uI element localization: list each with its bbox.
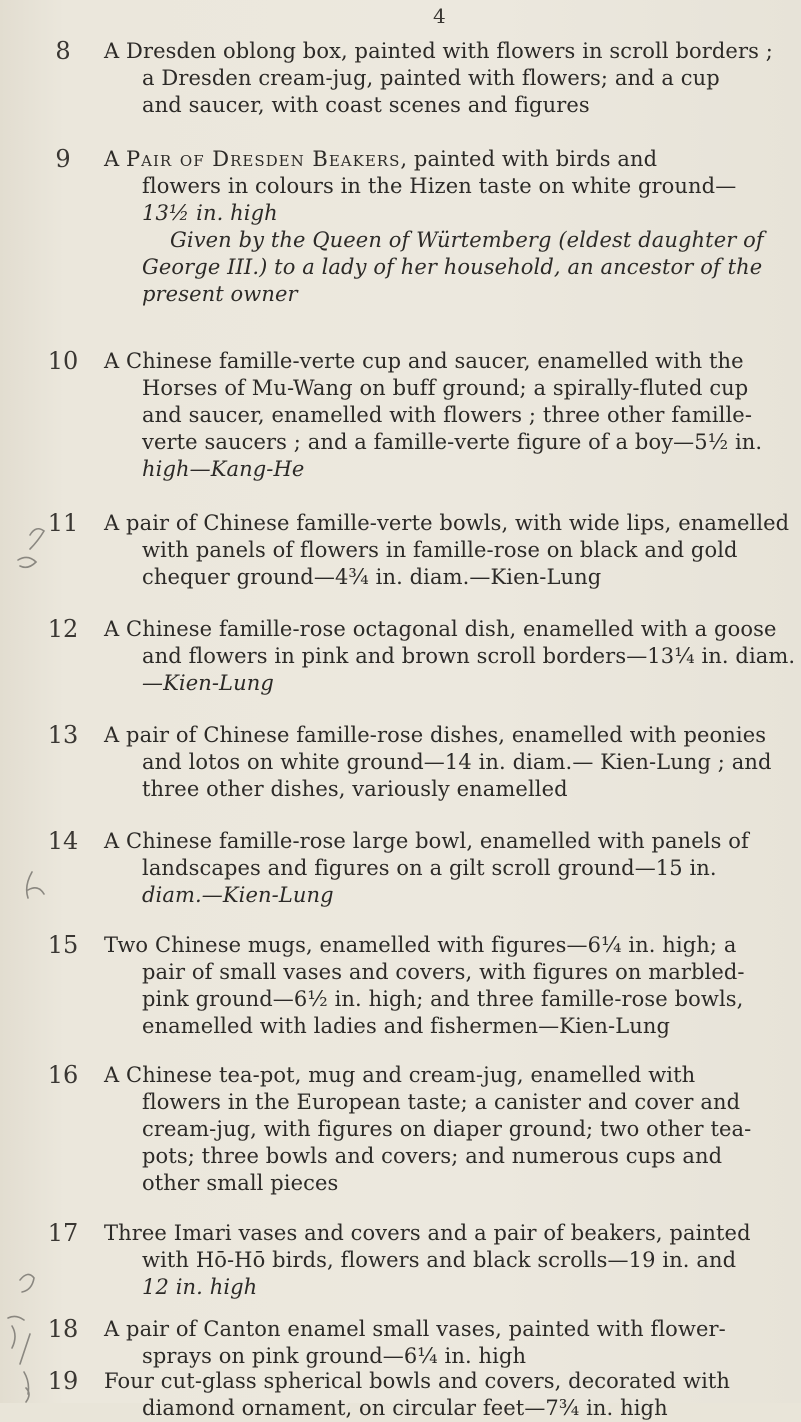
lot-number: 19 [47, 1367, 79, 1395]
lot-line: sprays on pink ground—6¼ in. high [142, 1344, 527, 1368]
lot-description [104, 616, 796, 697]
provenance-note: George III.) to a lady of her household, an ancestor of the [142, 255, 763, 279]
provenance-note: Given by the Queen of Würtemberg (eldest daughter of [170, 228, 764, 252]
lot-line: and flowers in pink and brown scroll borders—13¼ in. diam. [142, 644, 796, 668]
page-number: 4 [433, 4, 446, 28]
lot-number: 17 [47, 1219, 79, 1247]
lot-line: high—Kang-He [142, 457, 305, 481]
lot-line: and saucer, enamelled with flowers ; three other famille- [142, 403, 753, 427]
lot-description [104, 1220, 784, 1301]
lot-number: 11 [47, 509, 79, 537]
lot-line: Four cut-glass spherical bowls and covers, decorated with [104, 1369, 731, 1393]
lot-line: flowers in the European taste; a canister and cover and [142, 1090, 741, 1114]
lot-line: A pair of Chinese famille-verte bowls, with wide lips, enamelled [104, 511, 790, 535]
lot-line: pair of small vases and covers, with figures on marbled- [142, 960, 745, 984]
lot-line: A Dresden oblong box, painted with flowers in scroll borders ; [104, 39, 773, 63]
lot-line: flowers in colours in the Hizen taste on white ground— [142, 174, 737, 198]
lot-text: , painted with birds and [400, 147, 658, 171]
lot-line: A Chinese famille-rose octagonal dish, enamelled with a goose [104, 617, 777, 641]
lot-line: 12 in. high [142, 1275, 258, 1299]
lot-text: A [104, 147, 127, 171]
lot-number: 18 [47, 1315, 79, 1343]
lot-line: 13½ in. high [142, 201, 278, 225]
lot-description [104, 722, 784, 803]
lot-number: 16 [47, 1061, 79, 1089]
lot-line: A Chinese tea-pot, mug and cream-jug, enamelled with [104, 1063, 696, 1087]
lot-line: and saucer, with coast scenes and figures [142, 93, 590, 117]
lot-description [104, 510, 790, 591]
lot-description [104, 828, 784, 909]
lot-line: enamelled with ladies and fishermen—Kien-Lung [142, 1014, 671, 1038]
lot-line: with panels of flowers in famille-rose on black and gold [142, 538, 738, 562]
lot-line: and lotos on white ground—14 in. diam.— Kien-Lung ; and [142, 750, 772, 774]
lot-number: 8 [55, 37, 71, 65]
lot-description [104, 146, 784, 308]
lot-line: diam.—Kien-Lung [142, 883, 334, 907]
lot-line: A pair of Chinese famille-rose dishes, enamelled with peonies [104, 723, 767, 747]
lot-description [104, 1316, 784, 1370]
lot-line [104, 146, 784, 173]
lot-line: three other dishes, variously enamelled [142, 777, 568, 801]
lot-line: verte saucers ; and a famille-verte figure of a boy—5½ in. [142, 430, 763, 454]
lot-line: A pair of Canton enamel small vases, painted with flower- [104, 1317, 726, 1341]
lot-line: landscapes and figures on a gilt scroll ground—15 in. [142, 856, 717, 880]
lot-number: 9 [55, 145, 71, 173]
lot-description [104, 932, 784, 1040]
lot-number: 12 [47, 615, 79, 643]
lot-description [104, 1062, 784, 1197]
lot-number: 13 [47, 721, 79, 749]
lot-line: pots; three bowls and covers; and numerous cups and [142, 1144, 723, 1168]
lot-line: Two Chinese mugs, enamelled with figures—6¼ in. high; a [104, 933, 737, 957]
lot-line: a Dresden cream-jug, painted with flowers; and a cup [142, 66, 720, 90]
lot-number: 15 [47, 931, 79, 959]
lot-line: chequer ground—4¾ in. diam.—Kien-Lung [142, 565, 602, 589]
lot-line: with Hō-Hō birds, flowers and black scrolls—19 in. and [142, 1248, 737, 1272]
lot-number: 14 [47, 827, 79, 855]
lot-line: A Chinese famille-verte cup and saucer, enamelled with the [104, 349, 744, 373]
lot-line: pink ground—6½ in. high; and three famille-rose bowls, [142, 987, 744, 1011]
lot-number: 10 [47, 347, 79, 375]
lot-description [104, 1368, 784, 1420]
lot-line: other small pieces [142, 1171, 339, 1195]
lot-line: cream-jug, with figures on diaper ground; two other tea- [142, 1117, 752, 1141]
lot-description [104, 348, 784, 483]
lot-line: —Kien-Lung [142, 671, 274, 695]
lot-line: diamond ornament, on circular feet—7¾ in. high [142, 1396, 668, 1420]
lot-description [104, 38, 784, 119]
provenance-note: present owner [142, 282, 298, 306]
lot-line: Three Imari vases and covers and a pair of beakers, painted [104, 1221, 751, 1245]
lot-title-smallcaps: Pair of Dresden Beakers [126, 147, 401, 171]
lot-line: Horses of Mu-Wang on buff ground; a spirally-fluted cup [142, 376, 749, 400]
lot-line: A Chinese famille-rose large bowl, enamelled with panels of [104, 829, 749, 853]
